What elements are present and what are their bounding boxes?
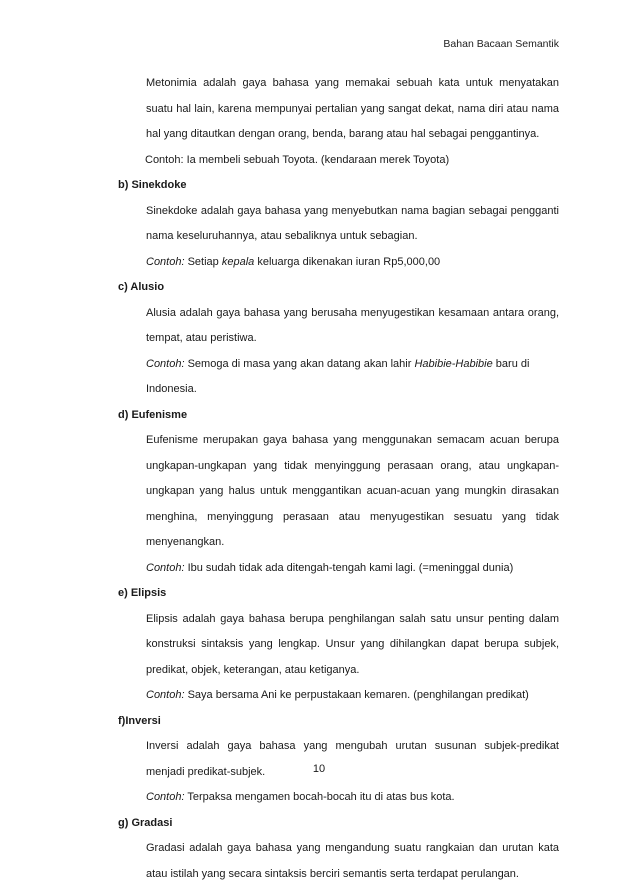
- example-text-italic: Toyota: [282, 154, 314, 166]
- section-example: [118, 352, 559, 403]
- example-text-pre: Semoga di masa yang akan datang akan lahir: [185, 358, 415, 370]
- section-heading: f)Inversi: [118, 709, 559, 735]
- metonimia-definition: Metonimia adalah gaya bahasa yang memakai sebuah kata untuk menyatakan suatu hal lain, karena mempunyai pertalian yang sangat dekat, nama diri atau nama hal yang ditautkan dengan orang, benda, barang atau hal sebagai penggantinya.: [118, 71, 559, 148]
- example-text-pre: Ibu sudah tidak ada ditengah-tengah kami lagi. (=meninggal dunia): [185, 562, 514, 574]
- example-label: Contoh:: [146, 791, 185, 803]
- example-label: Contoh:: [146, 562, 185, 574]
- section-inversi: [118, 709, 559, 811]
- example-text-pre: Terpaksa mengamen bocah-bocah itu di atas bus kota.: [185, 791, 455, 803]
- example-label: Contoh:: [146, 689, 185, 701]
- section-gradasi: [118, 811, 559, 887]
- section-example: [118, 683, 559, 709]
- section-heading: g) Gradasi: [118, 811, 559, 837]
- section-definition: Gradasi adalah gaya bahasa yang mengandung suatu rangkaian dan urutan kata atau istilah yang secara sintaksis berciri semantis serta terdapat perulangan.: [118, 836, 559, 887]
- section-heading: b) Sinekdoke: [118, 173, 559, 199]
- example-label: Contoh:: [146, 256, 185, 268]
- example-text-post: . (kendaraan merek Toyota): [315, 154, 449, 166]
- section-definition: Eufenisme merupakan gaya bahasa yang menggunakan semacam acuan berupa ungkapan-ungkapan yang tidak menyinggung perasaan orang, atau ungkapan-ungkapan yang halus untuk menggantikan acuan-acuan yang mungkin dirasakan menghina, menyinggung perasaan atau menyugestikan sesuatu yang tidak menyenangkan.: [118, 428, 559, 556]
- example-text-post: keluarga dikenakan iuran Rp5,000,00: [254, 256, 440, 268]
- example-text-post: baru di Indonesia.: [146, 358, 529, 396]
- section-elipsis: [118, 581, 559, 709]
- section-example: [118, 785, 559, 811]
- section-heading: e) Elipsis: [118, 581, 559, 607]
- metonimia-example: [118, 148, 559, 174]
- section-example: [118, 250, 559, 276]
- section-heading: d) Eufenisme: [118, 403, 559, 429]
- section-definition: Elipsis adalah gaya bahasa berupa penghilangan salah satu unsur penting dalam konstruksi sintaksis yang lengkap. Unsur yang dihilangkan dapat berupa subjek, predikat, objek, keterangan, atau ketiganya.: [118, 607, 559, 684]
- section-example: [118, 556, 559, 582]
- example-text-pre: Setiap: [185, 256, 222, 268]
- section-definition: Alusia adalah gaya bahasa yang berusaha menyugestikan kesamaan antara orang, tempat, atau peristiwa.: [118, 301, 559, 352]
- page-number: 10: [0, 763, 638, 775]
- example-text-pre: Saya bersama Ani ke perpustakaan kemaren. (penghilangan predikat): [185, 689, 529, 701]
- example-text-italic: kepala: [222, 256, 254, 268]
- example-text-italic: Habibie-Habibie: [414, 358, 492, 370]
- section-heading: c) Alusio: [118, 275, 559, 301]
- section-definition: Sinekdoke adalah gaya bahasa yang menyebutkan nama bagian sebagai pengganti nama keseluruhannya, atau sebaliknya untuk sebagian.: [118, 199, 559, 250]
- example-label: Contoh:: [145, 154, 184, 166]
- example-label: Contoh:: [146, 358, 185, 370]
- section-definition: Inversi adalah gaya bahasa yang mengubah urutan susunan subjek-predikat menjadi predikat-subjek.: [118, 734, 559, 785]
- section-alusio: [118, 275, 559, 403]
- section-sinekdoke: [118, 173, 559, 275]
- section-eufenisme: [118, 403, 559, 582]
- example-text-pre: Ia membeli sebuah: [184, 154, 283, 166]
- running-header: Bahan Bacaan Semantik: [443, 38, 559, 50]
